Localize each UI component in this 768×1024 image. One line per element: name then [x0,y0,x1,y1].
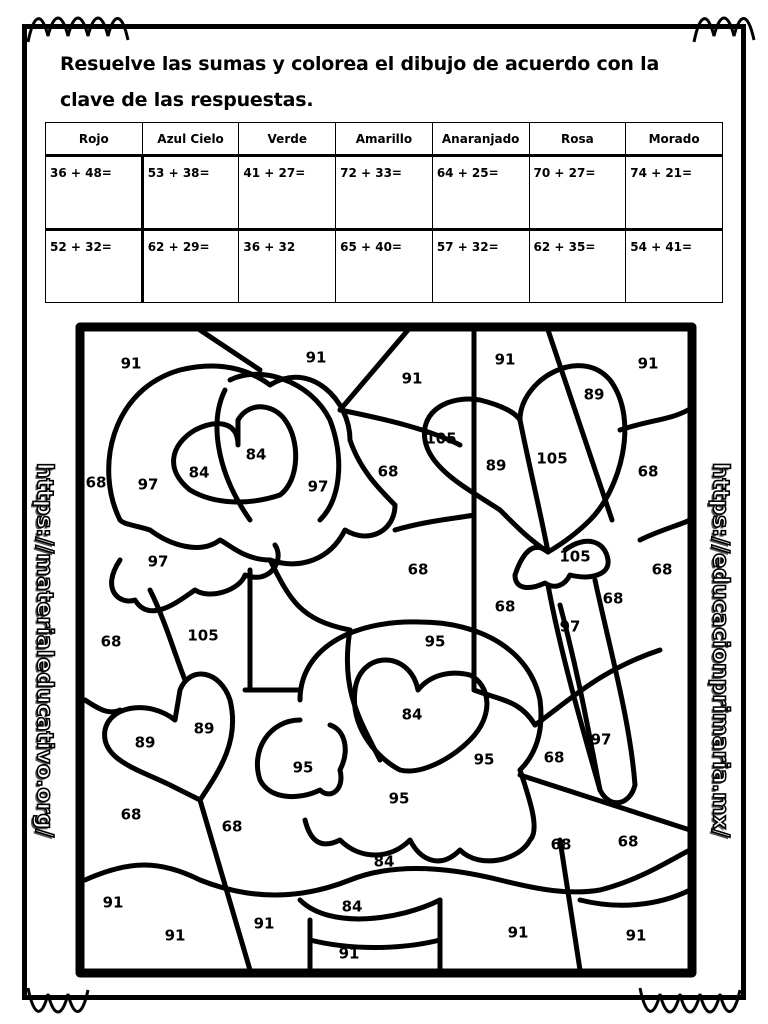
region-number: 105 [559,547,591,566]
region-number: 105 [187,626,219,645]
color-name: Verde [239,123,336,156]
region-number: 91 [120,354,142,373]
region-number: 68 [100,632,122,651]
color-name: Rojo [46,123,143,156]
region-number: 91 [253,914,275,933]
region-number: 84 [245,445,267,464]
region-number: 68 [377,462,399,481]
region-number: 68 [120,805,142,824]
sum-cell[interactable]: 53 + 38= [142,156,239,230]
region-number: 68 [602,589,624,608]
region-number: 68 [85,473,107,492]
region-number: 91 [494,350,516,369]
sum-cell[interactable]: 70 + 27= [529,156,626,230]
region-number: 68 [407,560,429,579]
region-number: 84 [401,705,423,724]
region-number: 68 [550,835,572,854]
region-number: 95 [388,789,410,808]
sum-cell[interactable]: 36 + 32 [239,230,336,303]
instructions-text: Resuelve las sumas y colorea el dibujo de acuerdo con la clave de las respuestas. [60,53,660,111]
region-number: 68 [617,832,639,851]
region-number: 68 [637,462,659,481]
sum-cell[interactable]: 57 + 32= [432,230,529,303]
sum-cell[interactable]: 74 + 21= [626,156,723,230]
region-number: 95 [292,758,314,777]
region-number: 84 [188,463,210,482]
region-number: 68 [543,748,565,767]
sum-cell[interactable]: 72 + 33= [336,156,433,230]
region-number: 89 [193,719,215,738]
region-number: 89 [134,733,156,752]
region-number: 97 [147,552,169,571]
region-number: 97 [307,477,329,496]
region-number: 97 [137,475,159,494]
left-side-url: https://materialeducativo.org/ [31,462,57,838]
region-number: 89 [485,456,507,475]
region-number: 84 [373,852,395,871]
region-number: 84 [341,897,363,916]
sum-cell[interactable]: 62 + 29= [142,230,239,303]
region-number: 91 [625,926,647,945]
region-number: 91 [637,354,659,373]
region-number: 89 [583,385,605,404]
region-number: 95 [424,632,446,651]
sum-cell[interactable]: 54 + 41= [626,230,723,303]
sum-cell[interactable]: 52 + 32= [46,230,143,303]
color-name: Amarillo [336,123,433,156]
region-number: 105 [536,449,568,468]
region-number: 91 [164,926,186,945]
color-name: Morado [626,123,723,156]
sum-cell[interactable]: 36 + 48= [46,156,143,230]
region-number: 91 [338,944,360,963]
region-number: 91 [102,893,124,912]
region-number: 68 [494,597,516,616]
sum-cell[interactable]: 62 + 35= [529,230,626,303]
sum-cell[interactable]: 64 + 25= [432,156,529,230]
color-name: Anaranjado [432,123,529,156]
region-number: 95 [473,750,495,769]
region-number: 68 [221,817,243,836]
region-number: 91 [305,348,327,367]
sum-cell[interactable]: 41 + 27= [239,156,336,230]
sum-cell[interactable]: 65 + 40= [336,230,433,303]
color-name: Rosa [529,123,626,156]
region-number: 97 [559,617,581,636]
region-number: 97 [590,730,612,749]
region-number: 91 [507,923,529,942]
region-number: 91 [401,369,423,388]
right-side-url: https://educacionprimaria.mx/ [707,462,733,838]
region-number: 68 [651,560,673,579]
color-name: Azul Cielo [142,123,239,156]
region-number: 105 [425,429,457,448]
